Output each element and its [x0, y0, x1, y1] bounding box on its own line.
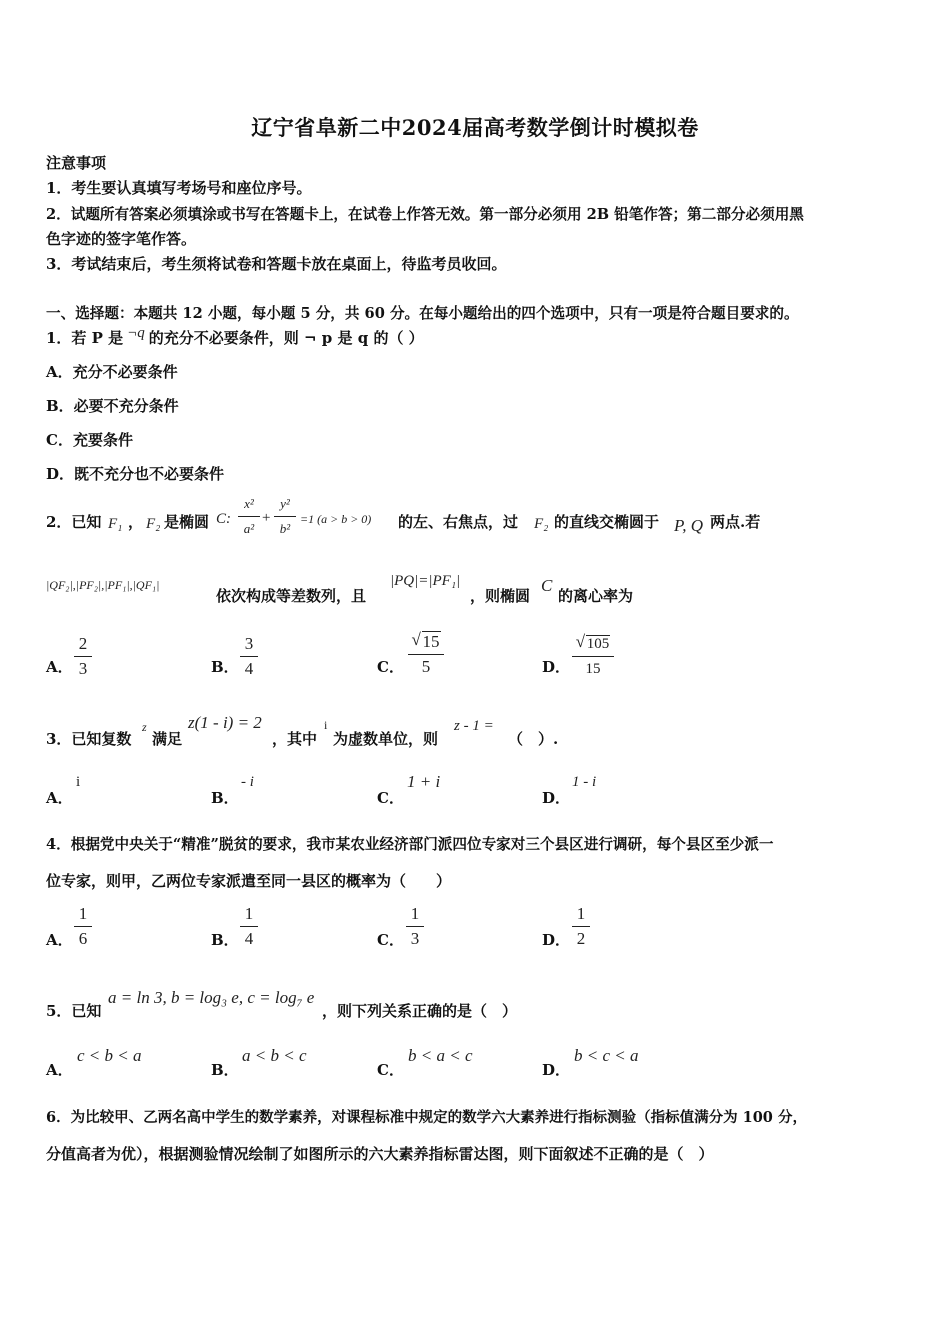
q5-option-a-label: A．: [46, 1061, 73, 1079]
q5-option-b-val: a < b < c: [242, 1046, 307, 1065]
q2-ellipse-y: y²: [280, 496, 290, 511]
q2-option-c-sqrt: √: [411, 630, 421, 649]
q3-option-b-label: B．: [211, 789, 239, 807]
q4-option-b-den: 4: [244, 929, 254, 948]
q2-end: 两点.若: [710, 513, 761, 531]
page-title: 辽宁省阜新二中2024届高考数学倒计时模拟卷: [251, 115, 699, 140]
q2-line: 的直线交椭圆于: [554, 513, 660, 531]
section-heading: 一、选择题：本题共 12 小题，每小题 5 分，共 60 分。在每小题给出的四个选项中，只有一项是符合题目要求的。: [46, 305, 799, 322]
q4-option-a-num: 1: [78, 904, 88, 923]
q1-post: 的充分不必要条件，则 ¬ p 是 q 的（ ）: [148, 329, 424, 347]
q3-mid2: ，其中: [272, 730, 318, 748]
q6-line2: 分值高者为优），根据测验情况绘制了如图所示的六大素养指标雷达图，则下面叙述不正确的是（ ）: [46, 1145, 714, 1163]
notice-heading: 注意事项: [46, 154, 107, 172]
q2-option-c-label: C．: [377, 658, 404, 676]
q2-ellipse-x-frac: [238, 494, 260, 539]
q5-option-c-label: C．: [377, 1061, 404, 1079]
q2-option-b-label: B．: [211, 658, 239, 676]
q2-cond-text: ，则椭圆: [470, 587, 531, 605]
q3-z: z: [142, 720, 147, 734]
q4-line2: 位专家，则甲，乙两位专家派遣至同一县区的概率为（ ）: [46, 872, 452, 890]
q4-option-b-frac: [240, 904, 258, 949]
q2-ellipse-a: a²: [243, 521, 255, 536]
q2-f1: F₁: [108, 516, 123, 532]
q1-option-d: D．既不充分也不必要条件: [46, 465, 225, 483]
q2-ellipse-y-frac: [274, 494, 296, 539]
q2-comma: ，: [128, 513, 144, 531]
q2-c: C: [541, 576, 553, 595]
q3-option-d-label: D．: [542, 789, 571, 807]
q2-cond: |PQ|=|PF₁|: [390, 573, 461, 589]
q5-option-a-val: c < b < a: [77, 1046, 142, 1065]
q1-option-c: C．充要条件: [46, 431, 133, 449]
q2-option-c-den: 5: [421, 657, 431, 676]
q2-pre: 2．已知: [46, 513, 102, 531]
q2-f2: F₂: [146, 516, 161, 532]
q4-option-d-label: D．: [542, 931, 571, 949]
q4-option-d-num: 1: [576, 904, 586, 923]
q2-option-a-num: 2: [78, 634, 88, 653]
q4-line1: 4．根据党中央关于“精准”脱贫的要求，我市某农业经济部门派四位专家对三个县区进行调研，每个县区至少派一: [46, 836, 774, 853]
q2-option-d-sqrt: √: [575, 632, 586, 651]
q1-option-a: A．充分不必要条件: [46, 363, 178, 381]
q5-option-d-val: b < c < a: [574, 1046, 639, 1065]
q2-option-b-num: 3: [244, 634, 254, 653]
notice-item-2-cont: 色字迹的签字笔作答。: [46, 230, 197, 248]
q4-option-a-den: 6: [78, 929, 88, 948]
q2-seq-text: 依次构成等差数列，且: [216, 587, 367, 605]
q3-mid3: 为虚数单位，则: [333, 730, 439, 748]
q4-option-a-frac: [74, 904, 92, 949]
q3-ask: z - 1 =: [454, 718, 494, 734]
q2-option-d-label: D．: [542, 658, 571, 676]
q2-plus: +: [262, 510, 271, 526]
q2-option-a-label: A．: [46, 658, 73, 676]
q5-math: a = ln 3, b = log₃ e, c = log₇ e: [108, 988, 315, 1007]
q2-option-d-num: 105: [586, 636, 610, 652]
q2-seq: |QF₂|,|PF₂|,|PF₁|,|QF₁|: [46, 578, 160, 592]
q2-option-a-den: 3: [78, 659, 88, 678]
q2-option-b-den: 4: [244, 659, 254, 678]
q3-option-c-label: C．: [377, 789, 404, 807]
q5-option-c-val: b < a < c: [408, 1046, 473, 1065]
q2-ellipse-rest: =1 (a > b > 0): [300, 512, 372, 526]
q1-option-b: B．必要不充分条件: [46, 397, 179, 415]
q2-ask: 的离心率为: [558, 587, 634, 605]
q3-option-d-val: 1 - i: [572, 774, 597, 790]
q5-option-b-label: B．: [211, 1061, 239, 1079]
q3-pre: 3．已知复数: [46, 730, 132, 748]
notice-item-3: 3．考试结束后，考生须将试卷和答题卡放在桌面上，待监考员收回。: [46, 255, 507, 273]
q3-option-a-label: A．: [46, 789, 73, 807]
q2-ellipse-c: C:: [216, 511, 231, 527]
q4-option-c-den: 3: [410, 929, 420, 948]
q2-f2b: F₂: [534, 516, 549, 532]
q5-post: ，则下列关系正确的是（ ）: [322, 1002, 518, 1020]
q4-option-b-label: B．: [211, 931, 239, 949]
q4-option-c-num: 1: [410, 904, 420, 923]
q6-line1: 6．为比较甲、乙两名高中学生的数学素养，对课程标准中规定的数学六大素养进行指标测验（指标值满分为 100 分，: [46, 1109, 807, 1126]
q5-option-d-label: D．: [542, 1061, 571, 1079]
q2-option-b-frac: [240, 634, 258, 679]
q3-mid: 满足: [152, 730, 183, 748]
q1-stem: [46, 327, 424, 348]
q3-i: i: [324, 718, 328, 732]
q3-option-b-val: - i: [241, 774, 254, 790]
q2-mid: 是椭圆: [164, 513, 210, 531]
q1-math: ¬q: [127, 325, 145, 341]
q2-after: 的左、右焦点，过: [398, 513, 519, 531]
q4-option-d-den: 2: [576, 929, 586, 948]
q4-option-a-label: A．: [46, 931, 73, 949]
q5-pre: 5．已知: [46, 1002, 102, 1020]
q2-ellipse-b: b²: [279, 521, 291, 536]
q3-option-c-val: 1 + i: [407, 772, 441, 791]
notice-item-1: 1．考生要认真填写考场号和座位序号。: [46, 179, 312, 197]
notice-item-2: 2．试题所有答案必须填涂或书写在答题卡上，在试卷上作答无效。第一部分必须用 2B 铅笔作答；第二部分必须用黑: [46, 206, 804, 223]
q4-option-c-frac: [406, 904, 424, 949]
q2-ellipse-x: x²: [244, 496, 254, 511]
q4-option-d-frac: [572, 904, 590, 949]
q2-option-c-num: 15: [422, 632, 440, 651]
q4-option-b-num: 1: [244, 904, 254, 923]
q4-option-c-label: C．: [377, 931, 404, 949]
q2-pq: P, Q: [674, 516, 703, 535]
q1-pre: 1．若 P 是: [46, 329, 124, 347]
q2-option-c-frac: [408, 632, 444, 677]
q2-option-d-frac: [572, 634, 614, 679]
q3-option-a-val: i: [76, 774, 81, 790]
q3-end: （ ）.: [508, 730, 559, 748]
q2-option-d-den: 15: [585, 661, 601, 677]
q2-option-a-frac: [74, 634, 92, 679]
q3-eq: z(1 - i) = 2: [188, 713, 262, 732]
